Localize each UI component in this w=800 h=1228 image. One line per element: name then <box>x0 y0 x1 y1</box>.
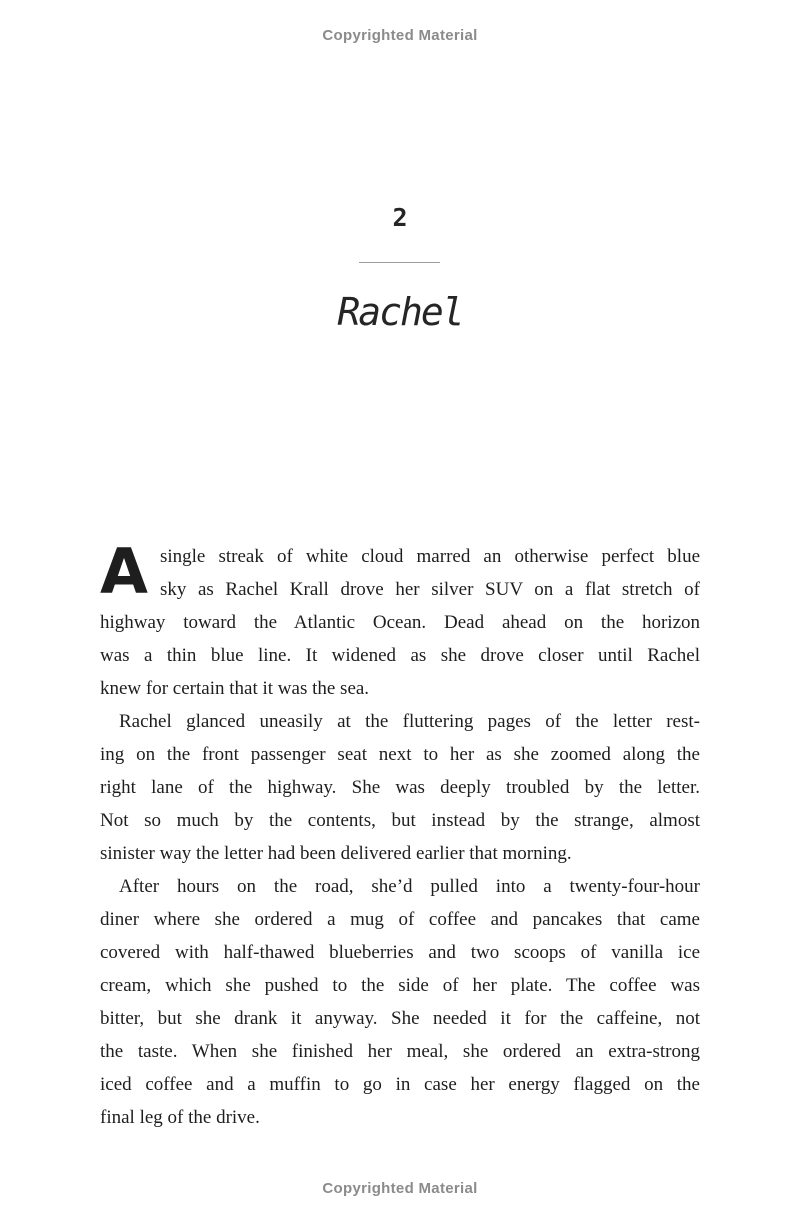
text-line: sinister way the letter had been delivered earlier that morning. <box>100 843 572 864</box>
text-line: iced coffee and a muffin to go in case her energy flagged on the <box>100 1074 700 1095</box>
text-line: bitter, but she drank it anyway. She needed it for the caffeine, not <box>100 1008 700 1029</box>
text-line: Rachel glanced uneasily at the fluttering pages of the letter rest- <box>119 711 700 732</box>
chapter-divider-rule <box>359 262 440 263</box>
paragraph-3 <box>100 870 700 1134</box>
body-text <box>100 535 700 1134</box>
text-line: single streak of white cloud marred an otherwise perfect blue <box>159 546 700 567</box>
text-line: knew for certain that it was the sea. <box>100 678 370 699</box>
text-line: ing on the front passenger seat next to her as she zoomed along the <box>100 744 700 765</box>
chapter-title: Rachel <box>337 290 463 334</box>
text-line: highway toward the Atlantic Ocean. Dead ahead on the horizon <box>100 612 700 633</box>
text-line: the taste. When she finished her meal, she ordered an extra-strong <box>100 1041 700 1062</box>
text-line: Not so much by the contents, but instead by the strange, almost <box>100 810 700 831</box>
paragraph-1 <box>100 535 700 705</box>
chapter-number: 2 <box>392 203 408 232</box>
text-line: cream, which she pushed to the side of her plate. The coffee was <box>100 975 700 996</box>
text-line: was a thin blue line. It widened as she drove closer until Rachel <box>100 645 700 666</box>
text-line: After hours on the road, she’d pulled into a twenty-four-hour <box>119 876 700 897</box>
text-line: covered with half-thawed blueberries and two scoops of vanilla ice <box>100 942 700 963</box>
copyright-notice-top: Copyrighted Material <box>322 27 478 44</box>
text-line: sky as Rachel Krall drove her silver SUV on a flat stretch of <box>159 579 700 600</box>
paragraph-2 <box>100 705 700 870</box>
text-line: final leg of the drive. <box>100 1107 260 1128</box>
drop-cap: A <box>100 535 148 608</box>
text-line: right lane of the highway. She was deeply troubled by the letter. <box>100 777 700 798</box>
copyright-notice-bottom: Copyrighted Material <box>322 1180 478 1197</box>
text-line: diner where she ordered a mug of coffee and pancakes that came <box>100 909 700 930</box>
